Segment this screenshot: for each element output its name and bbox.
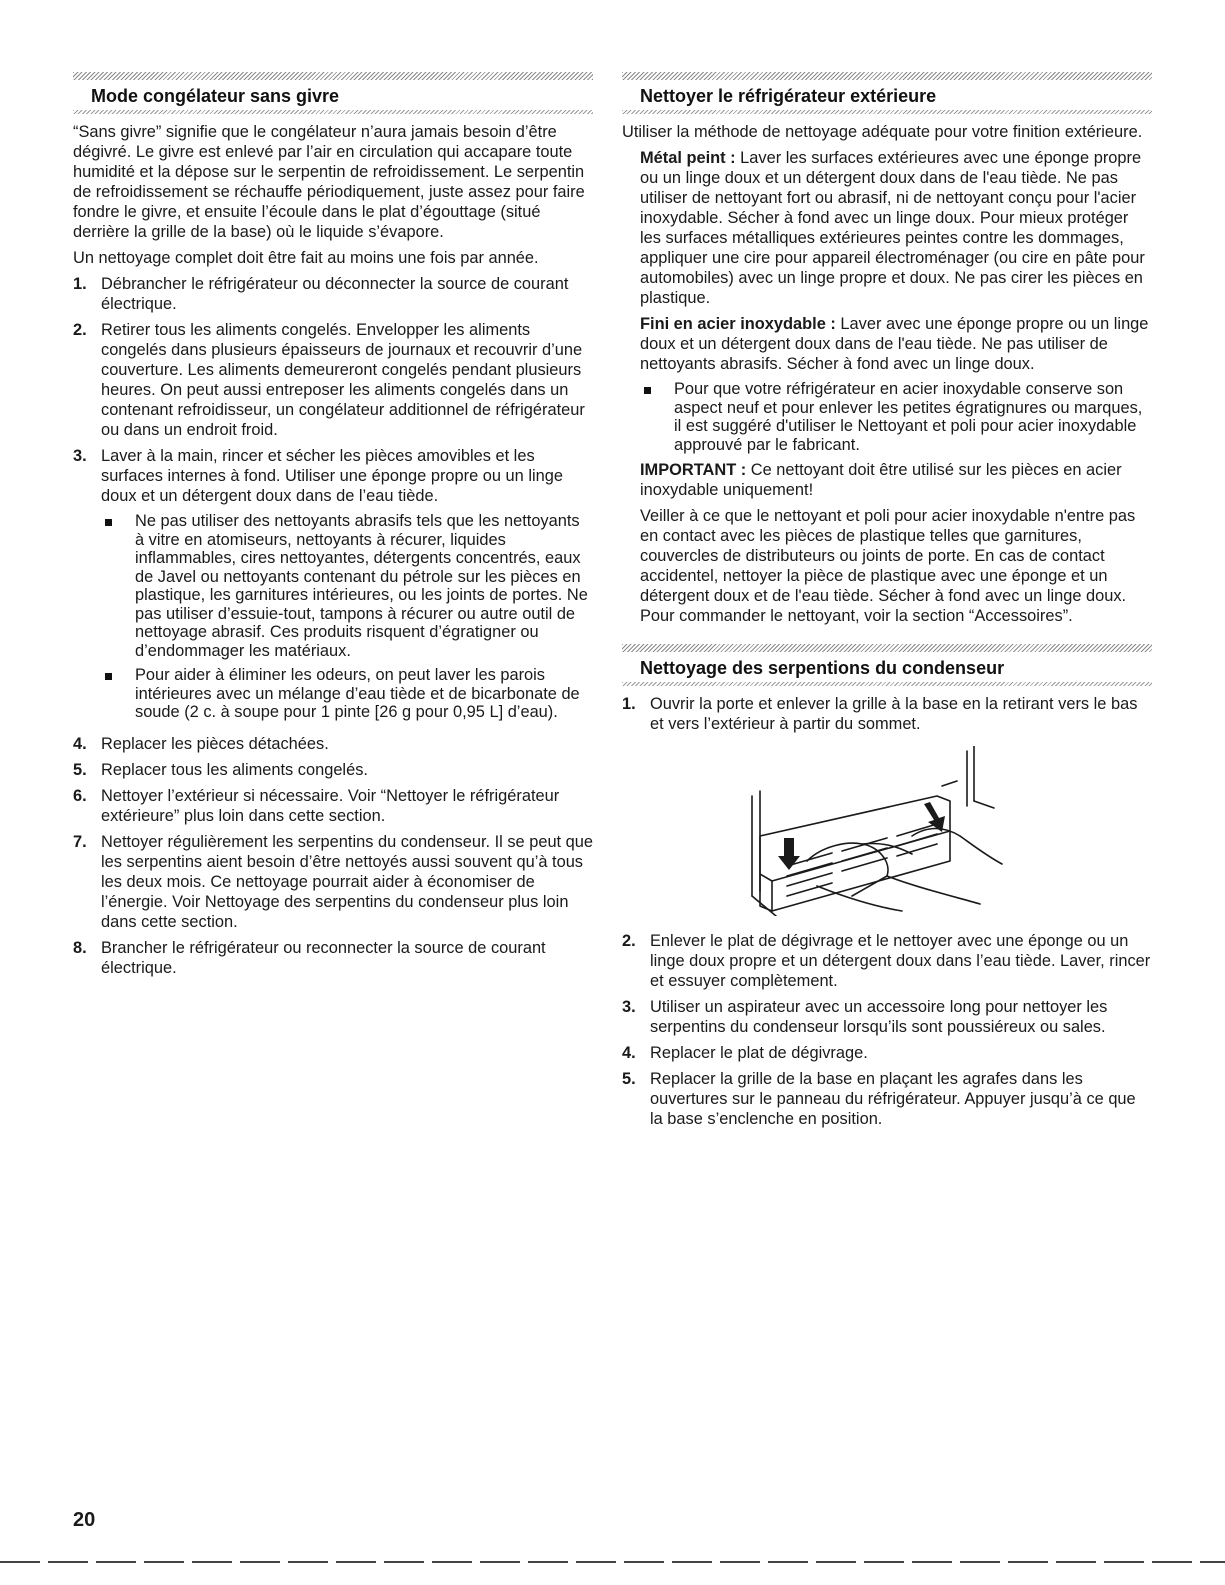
important-note: IMPORTANT : Ce nettoyant doit être utilisé sur les pièces en acier inoxydable uniquement!	[640, 461, 1122, 499]
section-rule	[622, 110, 1152, 114]
polish-warning: Veiller à ce que le nettoyant et poli pour acier inoxydable n'entre pas en contact avec les pièces de plastique telles que garnitures, couvercles de distributeurs ou joints de porte. En cas de contact accidentel, nettoyer la pièce de plastique avec une éponge et un détergent doux et de l'eau tiède. Sécher à fond avec un linge doux. Pour commander le nettoyant, voir la section “Accessoires”.	[640, 507, 1136, 625]
bullet-icon	[644, 387, 651, 394]
frost-free-intro: “Sans givre” signifie que le congélateur n’aura jamais besoin d’être dégivré. Le givre est enlevé par l’air en circulation qui accapare toute humidité et la dépose sur le serpentin de refroidissement. Le serpentin de refroidissement se réchauffe périodiquement, juste assez pour faire fondre le givre, et ensuite l’écoule dans le plat d’égouttage (situé derrière la grille de la base) où le liquide s’évapore.	[73, 123, 585, 241]
list-item: 3. Utiliser un aspirateur avec un accessoire long pour nettoyer les serpentins du condenseur lorsqu’ils sont poussiéreux ou sales.	[622, 998, 1108, 1036]
list-item: 2. Enlever le plat de dégivrage et le nettoyer avec une éponge ou un linge doux propre et un détergent doux dans l’eau tiède. Laver, rincer et essuyer complètement.	[622, 932, 1151, 990]
list-item: 1. Ouvrir la porte et enlever la grille à la base en la retirant vers le bas et vers l’extérieur à partir du sommet.	[622, 695, 1138, 733]
list-item: 4. Replacer les pièces détachées.	[73, 734, 329, 753]
right-column	[622, 72, 1152, 1135]
section-title-frost-free: Mode congélateur sans givre	[91, 86, 340, 106]
bullet-icon	[105, 519, 112, 526]
bullet-icon	[105, 673, 112, 680]
list-item: 4. Replacer le plat de dégivrage.	[622, 1044, 868, 1062]
section-rule	[622, 72, 1152, 80]
bottom-rule	[0, 1561, 1225, 1563]
grille-removal-illustration	[712, 746, 1012, 916]
bullet-item: Pour que votre réfrigérateur en acier inoxydable conserve son aspect neuf et pour enlever les petites égratignures ou marques, il est suggéré d'utiliser le Nettoyant et poli pour acier inoxydable approuvé par le fabricant.	[622, 380, 1152, 454]
section-title-exterior-cleaning: Nettoyer le réfrigérateur extérieure	[640, 86, 937, 106]
list-item: 1. Débrancher le réfrigérateur ou déconnecter la source de courant électrique.	[73, 275, 569, 313]
painted-metal-paragraph: Métal peint : Laver les surfaces extérieures avec une éponge propre ou un linge doux et un détergent doux dans de l'eau tiède. Ne pas utiliser de nettoyant fort ou abrasif, ni de nettoyant conçu pour l'acier inoxydable. Sécher à fond avec un linge doux. Pour mieux protéger les surfaces métalliques extérieures peintes contre les dommages, appliquer une cire pour appareil électroménager (ou cire en pâte pour automobiles) avec un linge propre et doux. Ne pas cirer les pièces en plastique.	[640, 149, 1145, 307]
list-item: 7. Nettoyer régulièrement les serpentins du condenseur. Il se peut que les serpentins aient besoin d’être nettoyés aussi souvent qu’à tous les deux mois. Ce nettoyage pourrait aider à économiser de l’énergie. Voir Nettoyage des serpentins du condenseur plus loin dans cette section.	[73, 832, 594, 931]
section-rule	[622, 644, 1152, 652]
left-column	[73, 72, 593, 984]
cleaning-frequency: Un nettoyage complet doit être fait au moins une fois par année.	[73, 249, 539, 267]
bullet-item: Ne pas utiliser des nettoyants abrasifs tels que les nettoyants à vitre en atomiseurs, nettoyants à récurer, liquides inflammables, cires nettoyantes, détergents concentrés, eaux de Javel ou nettoyants contenant du pétrole sur les pièces en plastique, les garnitures intérieures, ou les joints de portes. Ne pas utiliser d’essuie-tout, tampons à récurer ou autre outil de nettoyage abrasif. Ces produits risquent d’égratigner ou d’endommager les matériaux.	[101, 512, 593, 660]
section-rule	[73, 110, 593, 114]
list-item: 6. Nettoyer l’extérieur si nécessaire. Voir “Nettoyer le réfrigérateur extérieure” plus loin dans cette section.	[73, 786, 560, 825]
exterior-intro: Utiliser la méthode de nettoyage adéquate pour votre finition extérieure.	[622, 123, 1143, 141]
list-item: 5. Replacer tous les aliments congelés.	[73, 760, 368, 779]
bullet-item: Pour aider à éliminer les odeurs, on peut laver les parois intérieures avec un mélange d’eau tiède et de bicarbonate de soude (2 c. à soupe pour 1 pinte [26 g pour 0,95 L] d’eau).	[101, 666, 593, 722]
section-title-condenser: Nettoyage des serpentions du condenseur	[640, 658, 1005, 678]
page-number: 20	[73, 1509, 96, 1531]
stainless-paragraph: Fini en acier inoxydable : Laver avec une éponge propre ou un linge doux et un détergent doux dans de l'eau tiède. Ne pas utiliser de nettoyants abrasifs. Sécher à fond avec un linge doux.	[640, 315, 1149, 373]
list-item: 3. Laver à la main, rincer et sécher les pièces amovibles et les surfaces internes à fond. Utiliser une éponge propre ou un linge doux et un détergent doux dans de l’eau tiède. Ne pas utiliser des nettoyants abrasifs tels que les nettoyants à vitre en atomiseurs, nettoyants à récurer, liquides inflammables, cires nettoyantes, détergents concentrés, eaux de Javel ou nettoyants contenant du pétrole sur les pièces en plastique, les garnitures intérieures, ou les joints de portes. Ne pas utiliser d’essuie-tout, tampons à récurer ou autre outil de nettoyage abrasif. Ces produits risquent d’égratigner ou d’endommager les matériaux. Pour aider à éliminer les odeurs, on peut laver les parois intérieures avec un mélange d’eau tiède et de bicarbonate de soude (2 c. à soupe pour 1 pinte [26 g pour 0,95 L] d’eau).	[73, 446, 593, 728]
list-item: 8. Brancher le réfrigérateur ou reconnecter la source de courant électrique.	[73, 938, 546, 977]
section-rule	[73, 72, 593, 80]
list-item: 5. Replacer la grille de la base en plaçant les agrafes dans les ouvertures sur le panneau du réfrigérateur. Appuyer jusqu’à ce que la base s’enclenche en position.	[622, 1070, 1136, 1128]
section-rule	[622, 682, 1152, 686]
list-item: 2. Retirer tous les aliments congelés. Envelopper les aliments congelés dans plusieurs épaisseurs de journaux et recouvrir d’une couverture. Les aliments demeureront congelés pendant plusieurs heures. On peut aussi entreposer les aliments congelés dans un contenant refroidisseur, un congélateur additionnel de réfrigérateur ou dans un endroit froid.	[73, 321, 585, 439]
